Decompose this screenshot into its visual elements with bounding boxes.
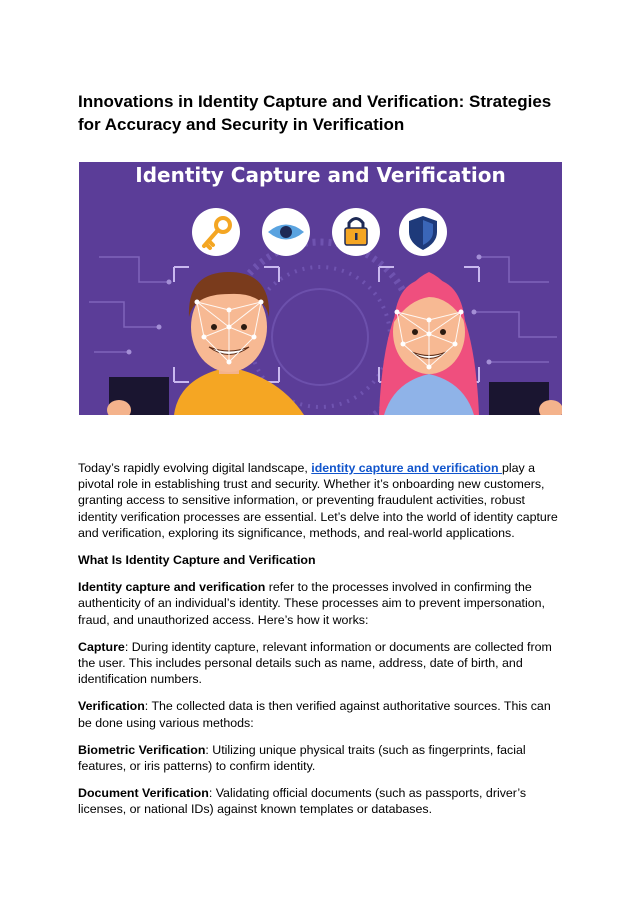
item-capture — [78, 639, 560, 688]
section-heading: What Is Identity Capture and Verification — [78, 553, 316, 568]
definition-text: refer to the processes involved in confirming the authenticity of an individual’s identity. These processes aim to prevent impersonation, fraud, and unauthorized access. Here’s how it works: — [78, 580, 545, 627]
item-term: Capture — [78, 639, 125, 654]
item-term: Biometric Verification — [78, 742, 206, 757]
item-document — [78, 785, 560, 817]
item-biometric — [78, 742, 560, 774]
item-verification — [78, 698, 560, 730]
intro-paragraph — [78, 460, 560, 541]
hero-banner-text: Identity Capture and Verification — [135, 163, 506, 187]
intro-text-end: play a pivotal role in establishing trust and security. Whether it’s onboarding new customers, granting access to sensitive information, or preventing fraudulent activities, robust identity verification processes are essential. Let’s delve into the world of identity capture and verification, exploring its significance, methods, and real-world applications. — [78, 461, 558, 540]
item-text: : Validating official documents (such as passports, driver’s licenses, or national IDs) against known templates or databases. — [78, 786, 527, 817]
hero-illustration — [79, 162, 562, 415]
shield-icon — [399, 208, 447, 256]
item-text: : The collected data is then verified against authoritative sources. This can be done using various methods: — [78, 699, 551, 730]
key-icon — [192, 208, 240, 256]
eye-icon — [262, 208, 310, 256]
article-title: Innovations in Identity Capture and Verification: Strategies for Accuracy and Security in Verification — [78, 92, 552, 134]
intro-text-start: Today’s rapidly evolving digital landscape, — [78, 461, 312, 475]
identity-capture-link[interactable]: identity capture and verification — [311, 461, 502, 475]
item-text: : During identity capture, relevant information or documents are collected from the user. This includes personal details such as name, address, date of birth, and identification numbers. — [78, 639, 552, 687]
definition-paragraph — [78, 579, 560, 628]
item-term: Document Verification — [78, 786, 209, 801]
definition-term: Identity capture and verification — [78, 580, 266, 595]
item-text: : Utilizing unique physical traits (such as fingerprints, facial features, or iris patterns) to confirm identity. — [78, 742, 526, 774]
hero-image — [79, 162, 562, 415]
padlock-icon — [332, 208, 380, 256]
article-body — [78, 460, 560, 829]
item-term: Verification — [78, 699, 145, 714]
